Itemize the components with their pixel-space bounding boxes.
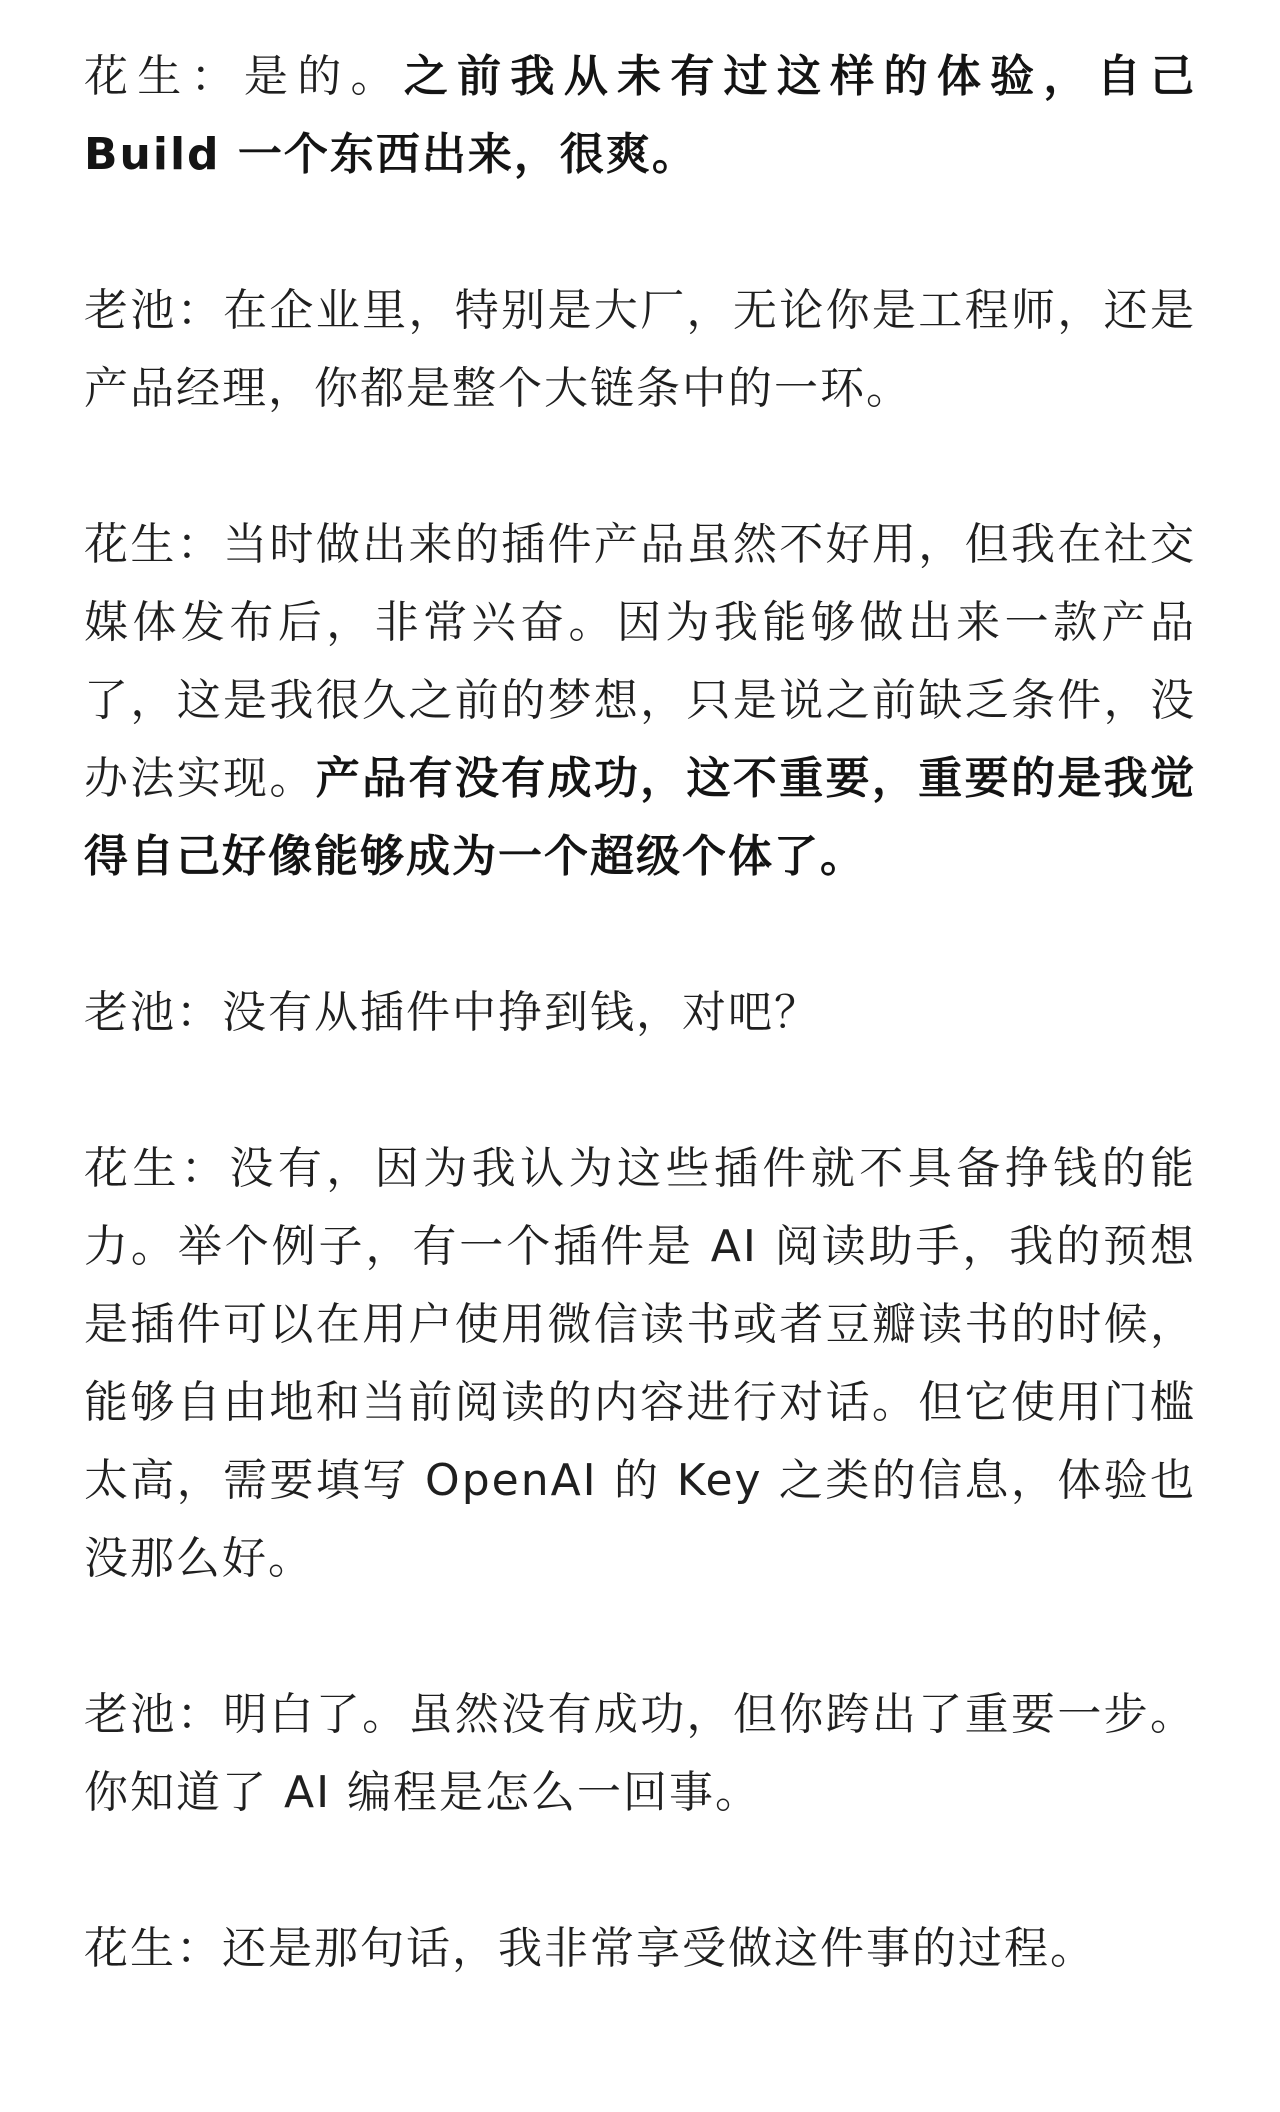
dialogue-paragraph [84, 1676, 1196, 1832]
speaker-separator: ： [180, 1143, 230, 1194]
dialogue-text: 没有，因为我认为这些插件就不具备挣钱的能力。举个例子，有一个插件是 AI 阅读助手，我的预想是插件可以在用户使用微信读书或者豆瓣读书的时候，能够自由地和当前阅读的内容进行对话。但它使用门槛太高，需要填写 OpenAI 的 Key 之类的信息，体验也没那么好。 [84, 1143, 1197, 1584]
speaker-name: 花生 [84, 51, 191, 102]
speaker-separator: ： [176, 1689, 224, 1740]
dialogue-text: 明白了。虽然没有成功，但你跨出了重要一步。你知道了 AI 编程是怎么一回事。 [84, 1689, 1197, 1818]
dialogue-paragraph [84, 1910, 1196, 1988]
speaker-separator: ： [176, 987, 222, 1038]
dialogue-text: 是的。 [243, 51, 404, 102]
speaker-name: 花生 [84, 1923, 176, 1974]
dialogue-paragraph [84, 1130, 1196, 1598]
interview-article [84, 38, 1196, 1988]
dialogue-text-bold: 之前我从未有过这样的体验，自己 Build 一个东西出来，很爽。 [84, 51, 1197, 180]
dialogue-text: 没有从插件中挣到钱，对吧？ [222, 987, 820, 1038]
speaker-name: 花生 [84, 519, 177, 570]
dialogue-paragraph [84, 974, 1196, 1052]
speaker-name: 老池 [84, 987, 176, 1038]
dialogue-paragraph [84, 506, 1196, 896]
speaker-separator: ： [176, 1923, 222, 1974]
speaker-separator: ： [190, 51, 244, 102]
speaker-name: 花生 [84, 1143, 181, 1194]
speaker-separator: ： [176, 285, 224, 336]
dialogue-text: 当时做出来的插件产品虽然不好用，但我在社交媒体发布后，非常兴奋。因为我能够做出来一款产品了，这是我很久之前的梦想，只是说之前缺乏条件，没办法实现。 [84, 519, 1197, 804]
dialogue-paragraph [84, 272, 1196, 428]
dialogue-text-bold: 产品有没有成功，这不重要，重要的是我觉得自己好像能够成为一个超级个体了。 [84, 753, 1197, 882]
dialogue-paragraph [84, 38, 1196, 194]
speaker-name: 老池 [84, 285, 177, 336]
speaker-separator: ： [176, 519, 224, 570]
speaker-name: 老池 [84, 1689, 177, 1740]
dialogue-text: 还是那句话，我非常享受做这件事的过程。 [222, 1923, 1096, 1974]
dialogue-text: 在企业里，特别是大厂，无论你是工程师，还是产品经理，你都是整个大链条中的一环。 [84, 285, 1197, 414]
